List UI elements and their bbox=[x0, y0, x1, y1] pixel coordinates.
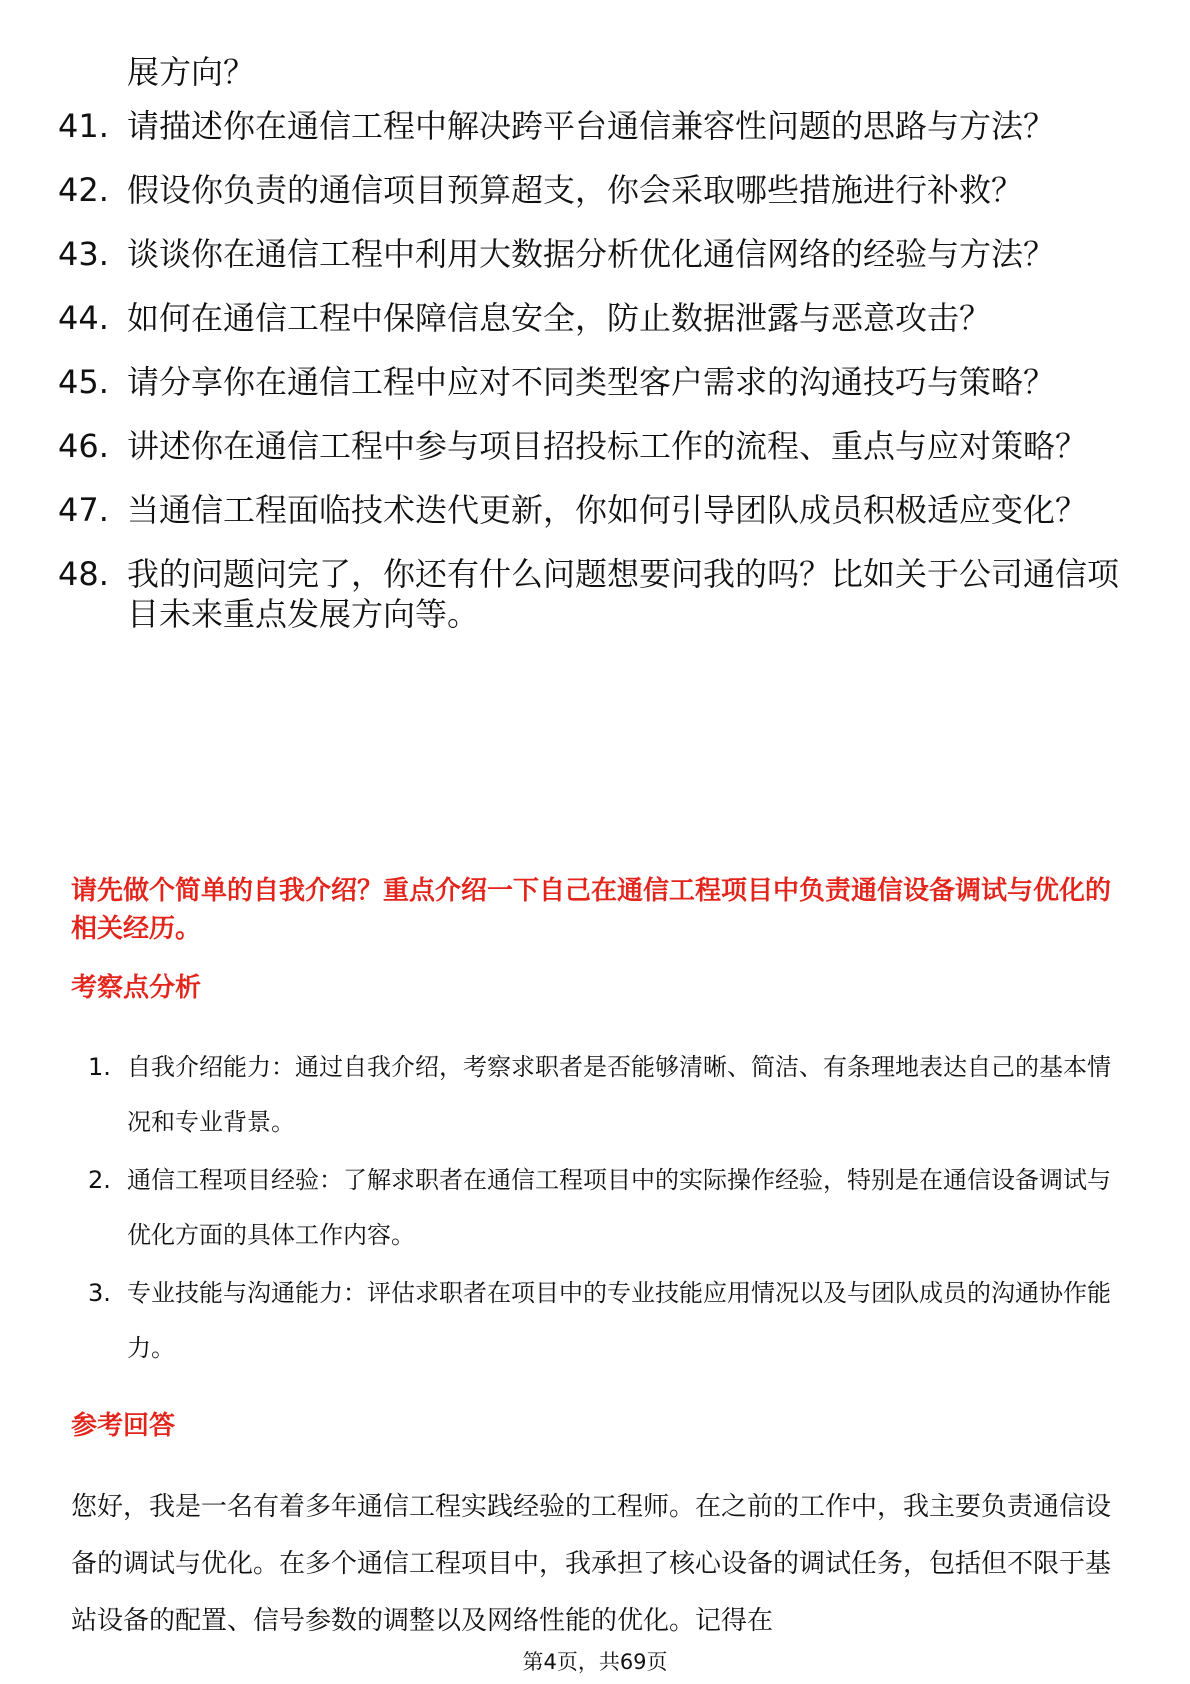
analysis-points bbox=[88, 1040, 1132, 1379]
question-item bbox=[58, 170, 1128, 210]
answer-heading: 参考回答 bbox=[71, 1411, 176, 1441]
question-item bbox=[58, 490, 1128, 530]
point-text: 专业技能与沟通能力：评估求职者在项目中的专业技能应用情况以及与团队成员的沟通协作能力。 bbox=[127, 1279, 1111, 1362]
question-text: 请描述你在通信工程中解决跨平台通信兼容性问题的思路与方法？ bbox=[127, 107, 1056, 145]
question-list bbox=[58, 106, 1128, 658]
question-text: 谈谈你在通信工程中利用大数据分析优化通信网络的经验与方法？ bbox=[127, 235, 1056, 273]
question-number: 41. bbox=[58, 107, 109, 145]
answer-paragraph: 您好，我是一名有着多年通信工程实践经验的工程师。在之前的工作中，我主要负责通信设备的调试与优化。在多个通信工程项目中，我承担了核心设备的调试任务，包括但不限于基站设备的配置、信号参数的调整以及网络性能的优化。记得在 bbox=[71, 1492, 1112, 1636]
point-number: 2. bbox=[88, 1166, 111, 1194]
highlight-question: 请先做个简单的自我介绍？重点介绍一下自己在通信工程项目中负责通信设备调试与优化的相关经历。 bbox=[71, 876, 1112, 944]
question-item bbox=[58, 298, 1128, 338]
question-number: 46. bbox=[58, 427, 109, 465]
question-text: 讲述你在通信工程中参与项目招投标工作的流程、重点与应对策略？ bbox=[127, 427, 1088, 465]
question-item bbox=[58, 426, 1128, 466]
question-item bbox=[58, 554, 1128, 634]
question-text: 如何在通信工程中保障信息安全，防止数据泄露与恶意攻击？ bbox=[127, 299, 992, 337]
question-item bbox=[58, 234, 1128, 274]
point-number: 1. bbox=[88, 1053, 111, 1081]
analysis-point bbox=[88, 1040, 1132, 1150]
question-continuation: 展方向？ bbox=[127, 53, 256, 91]
analysis-point bbox=[88, 1266, 1132, 1376]
question-number: 45. bbox=[58, 363, 109, 401]
point-text: 自我介绍能力：通过自我介绍，考察求职者是否能够清晰、简洁、有条理地表达自己的基本情况和专业背景。 bbox=[127, 1053, 1111, 1136]
point-text: 通信工程项目经验：了解求职者在通信工程项目中的实际操作经验，特别是在通信设备调试与优化方面的具体工作内容。 bbox=[127, 1166, 1111, 1249]
question-text: 当通信工程面临技术迭代更新，你如何引导团队成员积极适应变化？ bbox=[127, 491, 1088, 529]
question-number: 44. bbox=[58, 299, 109, 337]
analysis-heading: 考察点分析 bbox=[71, 973, 202, 1003]
question-number: 42. bbox=[58, 171, 109, 209]
page-footer: 第4页，共69页 bbox=[522, 1650, 668, 1674]
question-number: 43. bbox=[58, 235, 109, 273]
point-number: 3. bbox=[88, 1279, 111, 1307]
question-item bbox=[58, 362, 1128, 402]
question-text: 请分享你在通信工程中应对不同类型客户需求的沟通技巧与策略？ bbox=[127, 363, 1056, 401]
question-number: 47. bbox=[58, 491, 109, 529]
question-text: 我的问题问完了，你还有什么问题想要问我的吗？比如关于公司通信项目未来重点发展方向等。 bbox=[127, 555, 1120, 633]
question-number: 48. bbox=[58, 555, 109, 593]
question-item bbox=[58, 106, 1128, 146]
question-text: 假设你负责的通信项目预算超支，你会采取哪些措施进行补救？ bbox=[127, 171, 1024, 209]
analysis-point bbox=[88, 1153, 1132, 1263]
